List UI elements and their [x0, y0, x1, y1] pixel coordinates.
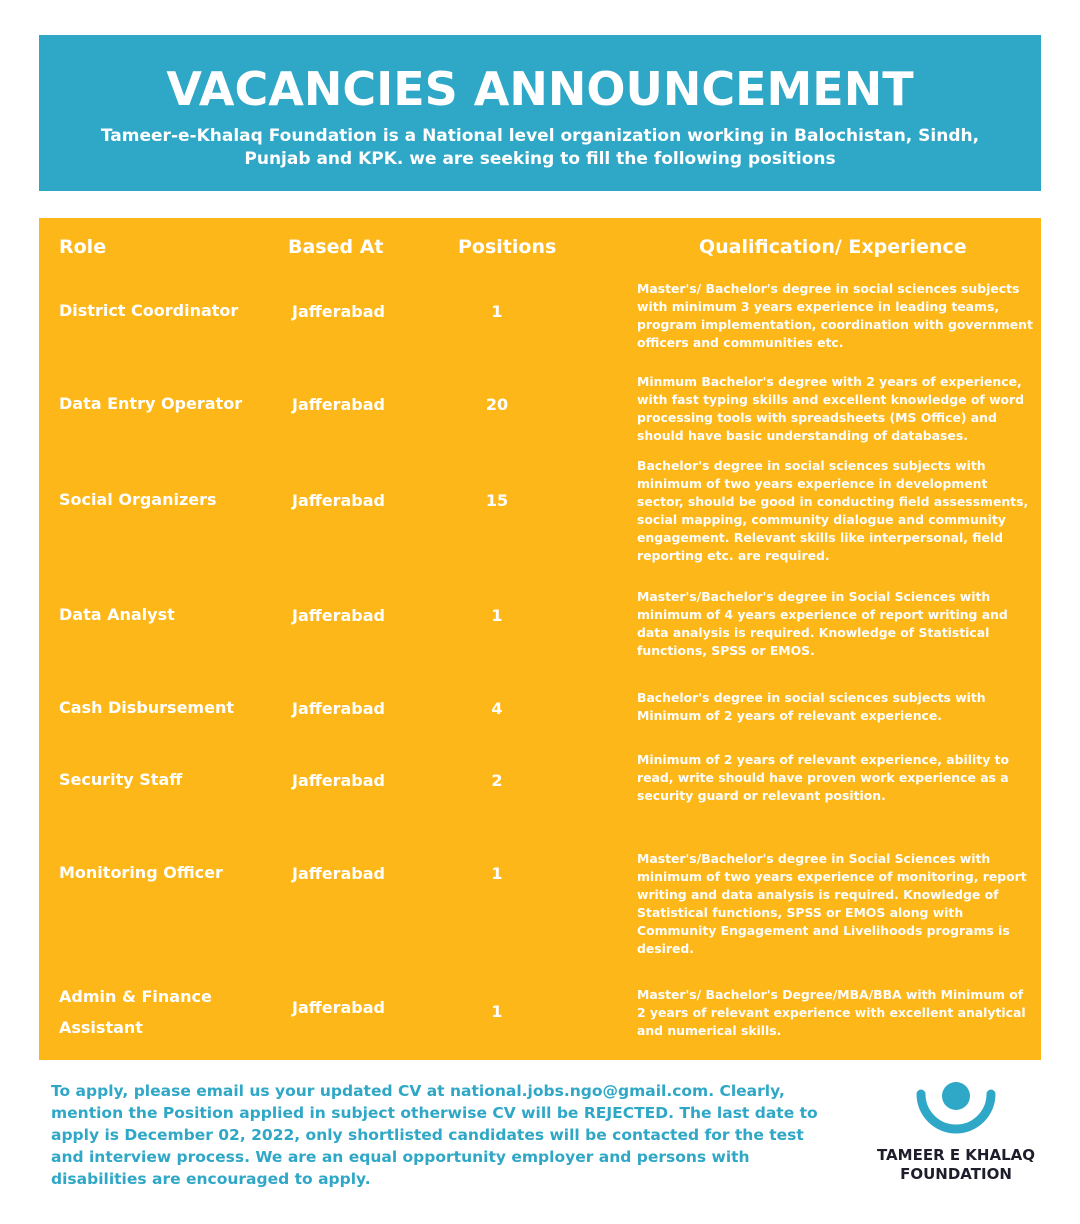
qualification-cell: Bachelor's degree in social sciences subjects with minimum of two years experience in development sector, should be good in conducting field assessments, social mapping, community dialogue and community engagement. Relevant skills like interpersonal, field reporting etc. are required.: [637, 458, 1029, 563]
header-banner: [39, 35, 1041, 191]
role-cell: Social Organizers: [59, 490, 217, 509]
column-header-qualification: Qualification/ Experience: [699, 236, 967, 258]
positions-cell: 1: [491, 302, 503, 321]
logo-name-line2: FOUNDATION: [900, 1165, 1012, 1183]
qualification-cell: Minimum of 2 years of relevant experience, ability to read, write should have proven work experience as a security guard or relevant position.: [637, 752, 1010, 803]
column-header-based-at: Based At: [288, 236, 384, 258]
based-at-cell: Jafferabad: [292, 771, 385, 790]
logo-name: [866, 1146, 1046, 1184]
qualification-cell: Master's/Bachelor's degree in Social Sciences with minimum of two years experience of monitoring, report writing and data analysis is required. Knowledge of Statistical functions, SPSS or EMOS along with Community Engagement and Livelihoods programs is desired.: [637, 851, 1027, 956]
column-header-role: Role: [59, 236, 107, 258]
positions-cell: 2: [491, 771, 503, 790]
role-cell: Admin & Finance Assistant: [59, 987, 212, 1037]
qualification-cell: Bachelor's degree in social sciences subjects with Minimum of 2 years of relevant experience.: [637, 690, 986, 723]
positions-cell: 15: [485, 491, 509, 510]
logo-name-line1: TAMEER E KHALAQ: [876, 1146, 1036, 1164]
based-at-cell: Jafferabad: [292, 699, 385, 718]
page-title: VACANCIES ANNOUNCEMENT: [166, 62, 914, 116]
qualification-cell: Master's/Bachelor's degree in Social Sciences with minimum of 4 years experience of report writing and data analysis is required. Knowledge of Statistical functions, SPSS or EMOS.: [637, 589, 1008, 658]
based-at-cell: Jafferabad: [292, 606, 385, 625]
qualification-cell: Master's/ Bachelor's degree in social sciences subjects with minimum 3 years experience in leading teams, program implementation, coordination with government officers and communities etc.: [637, 281, 1033, 350]
positions-cell: 20: [485, 395, 509, 414]
role-cell: Security Staff: [59, 770, 183, 789]
based-at-cell: Jafferabad: [292, 395, 385, 414]
qualification-cell: Master's/ Bachelor's Degree/MBA/BBA with Minimum of 2 years of relevant experience with excellent analytical and numerical skills.: [637, 987, 1026, 1038]
positions-cell: 1: [491, 1002, 503, 1021]
table-header: [39, 236, 1041, 266]
foundation-logo-icon: [913, 1080, 999, 1142]
column-header-positions: Positions: [458, 236, 557, 258]
role-cell: District Coordinator: [59, 301, 239, 320]
role-cell: Data Entry Operator: [59, 394, 243, 413]
application-instructions: To apply, please email us your updated CV at national.jobs.ngo@gmail.com. Clearly, mention the Position applied in subject otherwise CV will be REJECTED. The last date to apply is December 02, 2022, only shortlisted candidates will be contacted for the test and interview process. We are an equal opportunity employer and persons with disabilities are encouraged to apply.: [51, 1082, 818, 1188]
based-at-cell: Jafferabad: [292, 491, 385, 510]
based-at-cell: Jafferabad: [292, 302, 385, 321]
positions-cell: 1: [491, 864, 503, 883]
positions-cell: 4: [491, 699, 503, 718]
vacancies-table: [39, 218, 1041, 1060]
role-cell: Monitoring Officer: [59, 863, 223, 882]
based-at-cell: Jafferabad: [292, 864, 385, 883]
organization-logo: [866, 1080, 1046, 1190]
positions-cell: 1: [491, 606, 503, 625]
based-at-cell: Jafferabad: [292, 998, 385, 1017]
role-cell: Cash Disbursement: [59, 698, 234, 717]
header-subtitle: Tameer-e-Khalaq Foundation is a National level organization working in Balochistan, Sindh, Punjab and KPK. we are seeking to fill the following positions: [100, 126, 980, 169]
role-cell: Data Analyst: [59, 605, 175, 624]
qualification-cell: Minmum Bachelor's degree with 2 years of experience, with fast typing skills and excellent knowledge of word processing tools with spreadsheets (MS Office) and should have basic understanding of databases.: [637, 374, 1025, 443]
